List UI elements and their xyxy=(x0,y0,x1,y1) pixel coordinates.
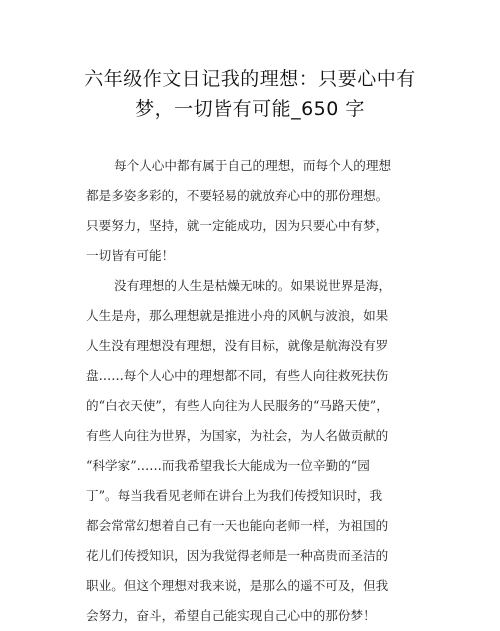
body-line: 都是多姿多彩的，不要轻易的就放弃心中的那份理想。 xyxy=(86,188,389,203)
body-line: 有些人向往为世界，为国家，为社会，为人名做贡献的 xyxy=(86,428,389,443)
body-line: 会努力，奋斗，希望自己能实现自己心中的那份梦！ xyxy=(86,608,376,623)
title-line-1: 六年级作文日记我的理想：只要心中有 xyxy=(84,68,416,90)
body-line: 只要努力，坚持，就一定能成功，因为只要心中有梦， xyxy=(86,218,389,233)
body-line: 的“白衣天使”，有些人向往为人民服务的“马路天使”， xyxy=(86,398,389,413)
body-line: 一切皆有可能！ xyxy=(86,248,175,263)
document-title xyxy=(60,64,440,124)
body-line: 人生没有理想没有理想，没有目标，就像是航海没有罗 xyxy=(86,338,389,353)
body-line: 没有理想的人生是枯燥无味的。如果说世界是海， xyxy=(114,278,392,293)
body-line: 丁”。每当我看见老师在讲台上为我们传授知识时，我 xyxy=(86,488,383,503)
body-line: 每个人心中都有属于自己的理想，而每个人的理想 xyxy=(114,158,392,173)
body-line: 职业。但这个理想对我来说，是那么的遥不可及，但我 xyxy=(86,578,389,593)
body-line: 花儿们传授知识，因为我觉得老师是一种高贵而圣洁的 xyxy=(86,548,389,563)
body-line: 都会常常幻想着自己有一天也能向老师一样，为祖国的 xyxy=(86,518,389,533)
body-line: “科学家”……而我希望我长大能成为一位辛勤的“园 xyxy=(86,458,370,473)
body-line: 盘……每个人心中的理想都不同，有些人向往救死扶伤 xyxy=(86,368,389,383)
body-line: 人生是舟，那么理想就是推进小舟的风帆与波浪，如果 xyxy=(86,308,389,323)
document-body xyxy=(86,151,416,631)
title-line-2: 梦，一切皆有可能_650 字 xyxy=(135,98,365,120)
